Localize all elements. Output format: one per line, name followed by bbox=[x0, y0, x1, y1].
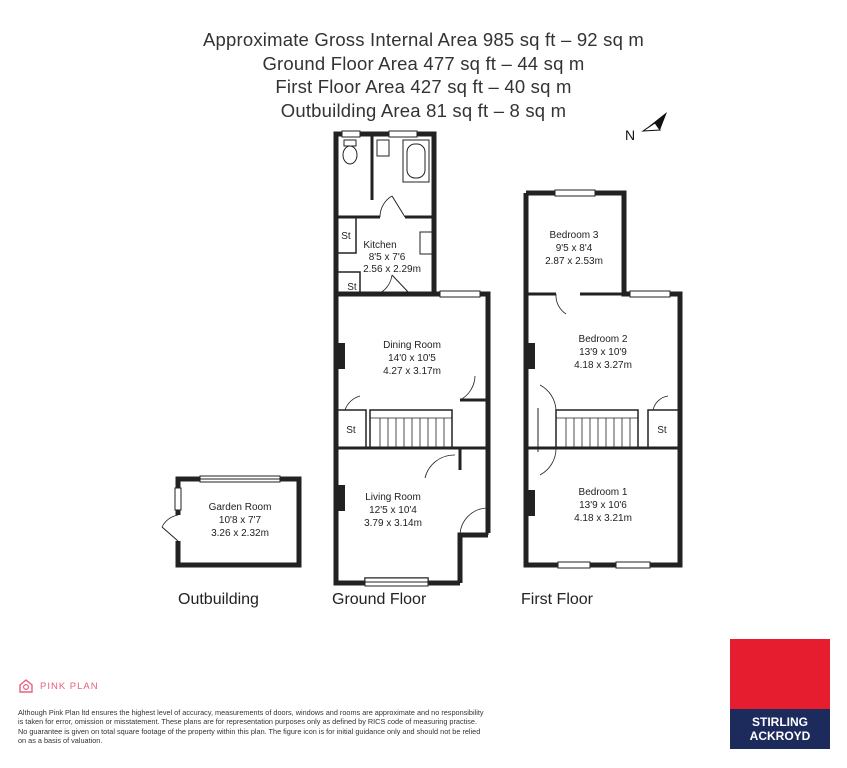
garden-imperial: 10'8 x 7'7 bbox=[218, 515, 262, 526]
living-imperial: 12'5 x 10'4 bbox=[369, 505, 417, 516]
compass-arrow-icon bbox=[643, 112, 667, 131]
agent-name-line2: ACKROYD bbox=[749, 729, 811, 743]
first-floor-plan bbox=[526, 190, 680, 568]
garden-metric: 3.26 x 2.32m bbox=[211, 528, 269, 539]
bedroom1-imperial: 13'9 x 10'6 bbox=[579, 500, 627, 511]
dining-name: Dining Room bbox=[383, 340, 441, 351]
pink-plan-brand bbox=[18, 678, 99, 694]
bedroom2-metric: 4.18 x 3.27m bbox=[574, 360, 632, 371]
logo-red-panel bbox=[730, 639, 830, 709]
kitchen-metric: 2.56 x 2.29m bbox=[363, 264, 421, 275]
bedroom3-imperial: 9'5 x 8'4 bbox=[555, 243, 593, 254]
stirling-ackroyd-logo bbox=[730, 639, 830, 749]
compass-letter: N bbox=[625, 127, 636, 143]
disclaimer-text: Although Pink Plan ltd ensures the highest level of accuracy, measurements of doors, windows and rooms are approximate and no responsibility is taken for error, omission or misstatement. These plans are for representation purposes only as defined by RICS code of measuring practise. No guarantee is given on total square footage of the property within this plan. The figure icon is for initial guidance only and should not be relied on as a basis of valuation. bbox=[18, 708, 484, 746]
bedroom1-metric: 4.18 x 3.21m bbox=[574, 513, 632, 524]
storage-label: St bbox=[347, 282, 357, 293]
gross-area-line: Approximate Gross Internal Area 985 sq ft – 92 sq m bbox=[202, 29, 645, 50]
outbuilding-label: Outbuilding bbox=[178, 591, 259, 608]
living-metric: 3.79 x 3.14m bbox=[364, 518, 422, 529]
outbuilding-area-line: Outbuilding Area 81 sq ft – 8 sq m bbox=[280, 99, 567, 121]
bedroom2-name: Bedroom 2 bbox=[578, 334, 628, 345]
ground-floor-area-line: Ground Floor Area 477 sq ft – 44 sq m bbox=[262, 52, 585, 74]
living-name: Living Room bbox=[365, 492, 421, 503]
bedroom1-name: Bedroom 1 bbox=[578, 487, 628, 498]
garden-name: Garden Room bbox=[208, 502, 272, 513]
agent-name-line1: STIRLING bbox=[752, 715, 808, 729]
bedroom2-imperial: 13'9 x 10'9 bbox=[579, 347, 627, 358]
pink-plan-text: PINK PLAN bbox=[40, 680, 99, 692]
first-floor-area-line: First Floor Area 427 sq ft – 40 sq m bbox=[275, 76, 572, 97]
ground-floor-label: Ground Floor bbox=[332, 591, 427, 608]
bedroom3-metric: 2.87 x 2.53m bbox=[545, 256, 603, 267]
logo-navy-panel bbox=[730, 709, 830, 749]
storage-label: St bbox=[657, 425, 667, 436]
dining-imperial: 14'0 x 10'5 bbox=[388, 353, 436, 364]
first-floor-label: First Floor bbox=[521, 591, 593, 608]
pink-plan-logo-icon bbox=[18, 678, 34, 694]
kitchen-imperial: 8'5 x 7'6 bbox=[368, 252, 406, 263]
storage-label: St bbox=[346, 425, 356, 436]
dining-metric: 4.27 x 3.17m bbox=[383, 366, 441, 377]
storage-label: St bbox=[341, 231, 351, 242]
bedroom3-name: Bedroom 3 bbox=[549, 230, 599, 241]
kitchen-name: Kitchen bbox=[363, 240, 397, 251]
